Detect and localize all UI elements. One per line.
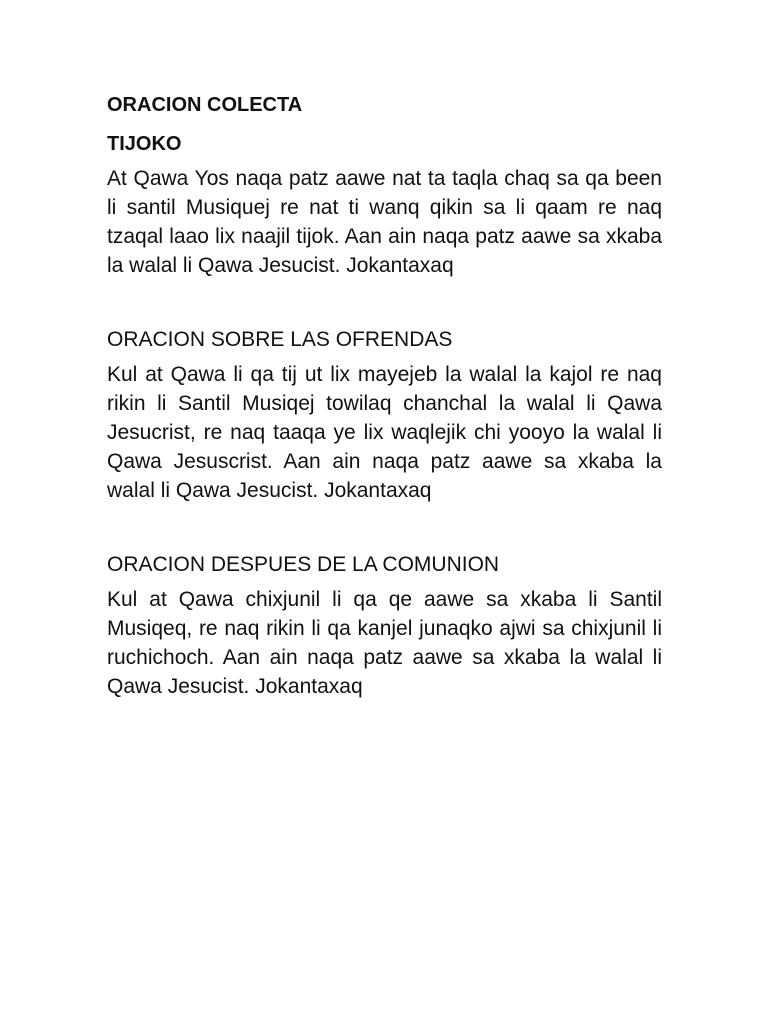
document-subtitle: TIJOKO — [107, 133, 182, 155]
communion-heading: ORACION DESPUES DE LA COMUNION — [107, 553, 500, 576]
communion-prayer-text: Kul at Qawa chixjunil li qa qe aawe sa xkaba li Santil Musiqeq, re naq rikin li qa kanjel junaqko ajwi sa chixjunil li ruchichoch. Aan ain naqa patz aawe sa xkaba la walal li Qawa Jesucist. Jokantaxaq — [107, 588, 662, 698]
document-title: ORACION COLECTA — [107, 94, 303, 116]
collect-prayer-text: At Qawa Yos naqa patz aawe nat ta taqla chaq sa qa been li santil Musiquej re nat ti wanq qikin sa li qaam re naq tzaqal laao lix naajil tijok. Aan ain naqa patz aawe sa xkaba la walal li Qawa Jesucist. Jokantaxaq — [107, 167, 662, 277]
document-page — [107, 93, 662, 701]
offerings-heading: ORACION SOBRE LAS OFRENDAS — [107, 328, 453, 351]
offerings-prayer-text: Kul at Qawa li qa tij ut lix mayejeb la walal la kajol re naq rikin li Santil Musiqej towilaq chanchal la walal li Qawa Jesucrist, re naq taaqa ye lix waqlejik chi yooyo la walal li Qawa Jesuscrist. Aan ain naqa patz aawe sa xkaba la walal li Qawa Jesucist. Jokantaxaq — [107, 363, 662, 502]
